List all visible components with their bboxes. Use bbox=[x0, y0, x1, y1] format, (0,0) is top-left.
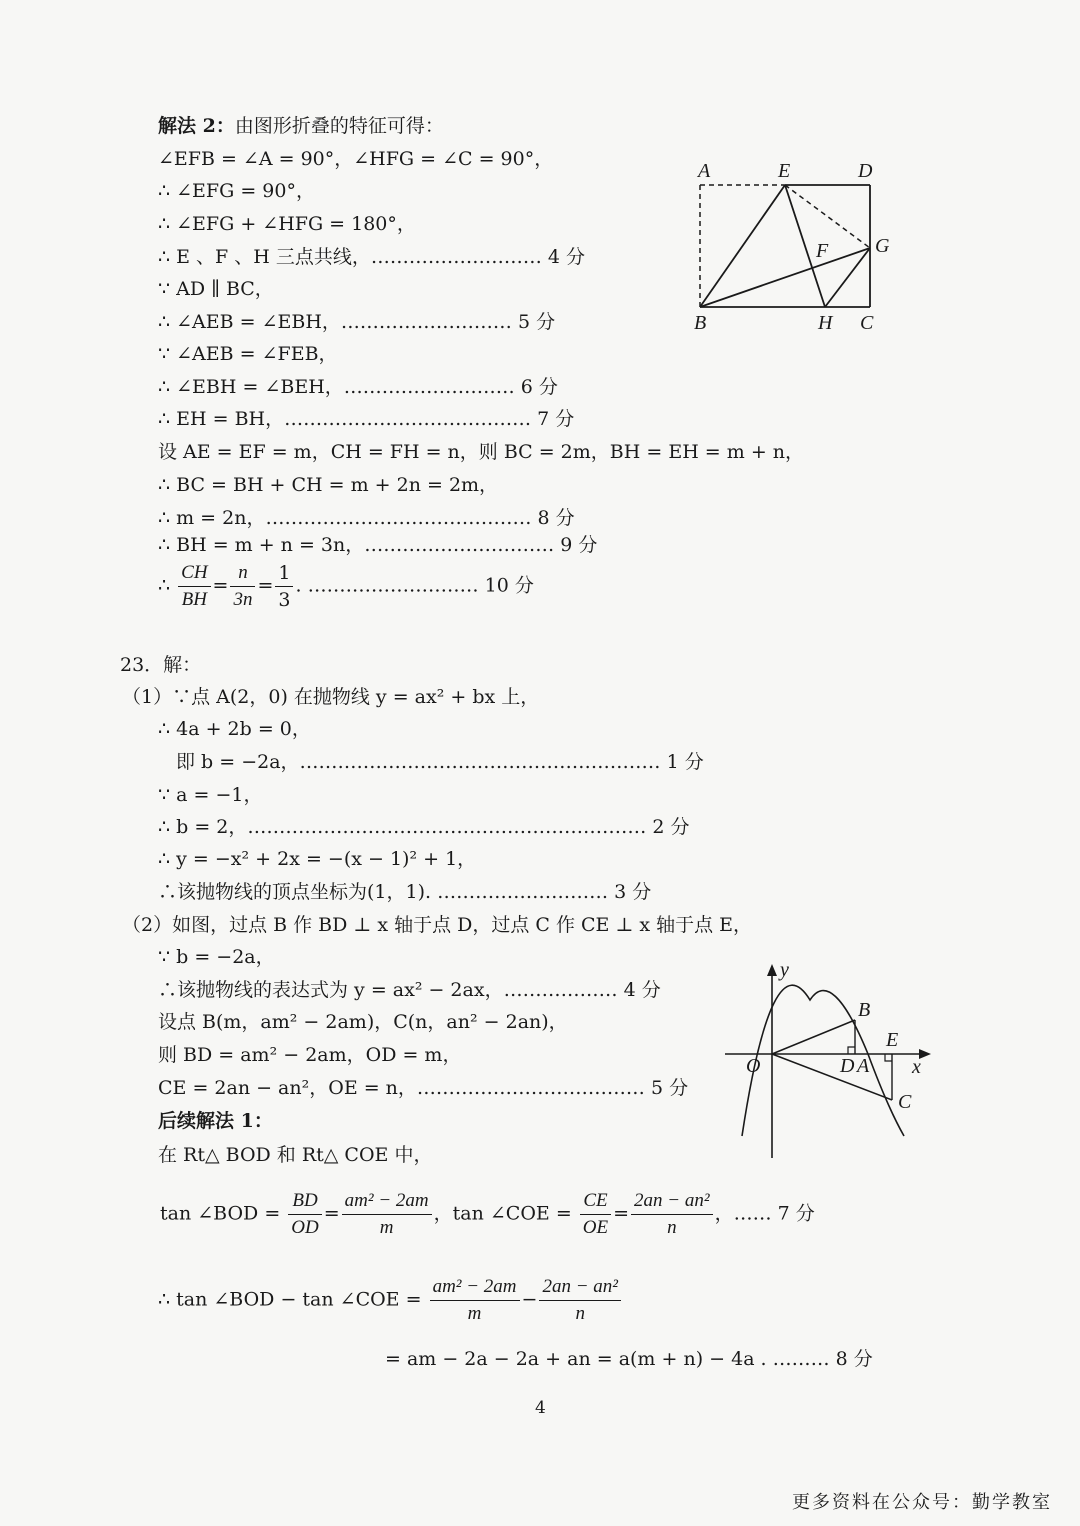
tan-line bbox=[160, 1188, 815, 1241]
footer-watermark: 更多资料在公众号：勤学教室 bbox=[792, 1492, 1052, 1513]
solution-line: ∵ b = −2a， bbox=[158, 946, 275, 968]
tan-bod-label: tan ∠BOD = bbox=[160, 1202, 281, 1225]
label-h: H bbox=[818, 312, 833, 334]
denominator: n bbox=[575, 1303, 585, 1324]
difference-line bbox=[158, 1274, 623, 1327]
numerator: CE bbox=[580, 1188, 611, 1215]
label-g: G bbox=[875, 235, 890, 257]
denominator: 3 bbox=[278, 589, 291, 611]
equals: = bbox=[613, 1202, 630, 1225]
result-line: = am − 2a − 2a + an = a(m + n) − 4a . ……… 8 分 bbox=[385, 1348, 873, 1370]
label-x: x bbox=[912, 1056, 921, 1078]
denominator: OD bbox=[291, 1217, 319, 1238]
fraction bbox=[288, 1188, 321, 1241]
heading-label: 解法 2： bbox=[158, 115, 235, 137]
proof-line: ∴ ∠EFG = 90°， bbox=[158, 180, 315, 202]
denominator: n bbox=[667, 1217, 677, 1238]
proof-line: ∴ ∠EFG + ∠HFG = 180°， bbox=[158, 213, 416, 235]
numerator: 1 bbox=[275, 560, 293, 587]
tan-tail: ，…… 7 分 bbox=[714, 1202, 815, 1225]
minus: − bbox=[521, 1288, 538, 1311]
right-angle-e-icon bbox=[885, 1054, 892, 1061]
label-y: y bbox=[780, 959, 789, 981]
tan-coe-label: ，tan ∠COE = bbox=[433, 1202, 572, 1225]
subheading: 后续解法 1： bbox=[158, 1110, 273, 1132]
denominator: OE bbox=[582, 1217, 609, 1238]
numerator: 2an − an² bbox=[539, 1274, 621, 1301]
solution-line: 设点 B(m，am² − 2am)，C(n，an² − 2an)， bbox=[158, 1011, 568, 1033]
numerator: am² − 2am bbox=[430, 1274, 520, 1301]
denominator: BH bbox=[181, 589, 207, 610]
fraction bbox=[631, 1188, 713, 1241]
numerator: 2an − an² bbox=[631, 1188, 713, 1215]
proof-line: ∴ BH = m + n = 3n，………………………… 9 分 bbox=[158, 534, 598, 556]
numerator: CH bbox=[178, 560, 210, 587]
solution-line: （1）∵点 A(2，0) 在抛物线 y = ax² + bx 上， bbox=[122, 686, 540, 708]
label-e: E bbox=[778, 160, 791, 182]
solution-line: ∴该抛物线的表达式为 y = ax² − 2ax，……………… 4 分 bbox=[158, 979, 661, 1001]
final-suffix: . ……………………… 10 分 bbox=[295, 574, 534, 597]
right-angle-d-icon bbox=[848, 1047, 855, 1054]
equals: = bbox=[323, 1202, 340, 1225]
solution-line: 即 b = −2a，………………………………………………… 1 分 bbox=[176, 751, 704, 773]
proof-line: ∵ AD ∥ BC， bbox=[158, 278, 274, 300]
label-d: D bbox=[840, 1055, 855, 1077]
heading-text: 由图形折叠的特征可得： bbox=[234, 115, 444, 137]
parabola-curve bbox=[742, 985, 904, 1136]
label-c: C bbox=[860, 312, 874, 334]
solution-line: ∴该抛物线的顶点坐标为(1，1). ……………………… 3 分 bbox=[158, 881, 652, 903]
label-d: D bbox=[858, 160, 873, 182]
solution-line: 则 BD = am² − 2am，OD = m， bbox=[158, 1044, 462, 1066]
therefore-symbol: ∴ bbox=[158, 574, 171, 597]
segment-hg bbox=[825, 248, 870, 307]
label-f: F bbox=[816, 240, 829, 262]
denominator: 3n bbox=[233, 589, 253, 610]
y-axis-arrow-icon bbox=[767, 964, 777, 976]
question-title: 23．解： bbox=[120, 654, 202, 676]
proof-line: 设 AE = EF = m，CH = FH = n，则 BC = 2m，BH = EH = m + n， bbox=[158, 441, 805, 463]
page-number: 4 bbox=[535, 1398, 546, 1418]
proof-line: ∴ EH = BH，………………………………… 7 分 bbox=[158, 408, 575, 430]
label-a: A bbox=[698, 160, 711, 182]
proof-line: ∴ E 、F 、H 三点共线，……………………… 4 分 bbox=[158, 246, 586, 268]
figure-parabola bbox=[720, 958, 940, 1163]
fraction bbox=[342, 1188, 432, 1241]
solution-line: ∵ a = −1， bbox=[158, 784, 263, 806]
solution-heading bbox=[158, 113, 444, 139]
fraction bbox=[580, 1188, 611, 1241]
proof-line: ∴ m = 2n，…………………………………… 8 分 bbox=[158, 507, 575, 529]
segment-eg bbox=[785, 185, 870, 248]
segment-eb bbox=[700, 185, 785, 307]
label-c: C bbox=[898, 1091, 912, 1113]
fraction bbox=[230, 560, 255, 613]
segment-bg bbox=[700, 248, 870, 307]
numerator: am² − 2am bbox=[342, 1188, 432, 1215]
label-a: A bbox=[857, 1055, 870, 1077]
solution-line: ∴ b = 2，……………………………………………………… 2 分 bbox=[158, 816, 690, 838]
denominator: m bbox=[467, 1303, 482, 1324]
solution-line: ∴ 4a + 2b = 0， bbox=[158, 718, 311, 740]
difference-prefix: ∴ tan ∠BOD − tan ∠COE = bbox=[158, 1288, 422, 1311]
rt-triangle-line: 在 Rt△ BOD 和 Rt△ COE 中， bbox=[158, 1144, 433, 1166]
proof-line: ∴ ∠AEB = ∠EBH，……………………… 5 分 bbox=[158, 311, 556, 333]
proof-line: ∵ ∠AEB = ∠FEB， bbox=[158, 343, 338, 365]
label-b: B bbox=[858, 999, 871, 1021]
fraction bbox=[539, 1274, 621, 1327]
proof-line: ∴ ∠EBH = ∠BEH，……………………… 6 分 bbox=[158, 376, 558, 398]
segment-oc bbox=[772, 1054, 892, 1100]
solution-line: ∴ y = −x² + 2x = −(x − 1)² + 1， bbox=[158, 848, 477, 870]
numerator: BD bbox=[288, 1188, 321, 1215]
label-b: B bbox=[694, 312, 707, 334]
proof-line: ∠EFB = ∠A = 90°，∠HFG = ∠C = 90°， bbox=[158, 148, 554, 170]
numerator: n bbox=[230, 560, 255, 587]
fraction bbox=[275, 560, 293, 613]
figure-folded-rectangle bbox=[690, 155, 900, 340]
segment-ob bbox=[772, 1020, 855, 1054]
fraction bbox=[178, 560, 210, 613]
fraction bbox=[430, 1274, 520, 1327]
label-e: E bbox=[886, 1029, 899, 1051]
final-ratio-line: ∴ $\frac{CH}{BH}$ = $\frac{n}{3n}$ = $\frac{1}{3}$ . ……………………… 10 分 bbox=[158, 562, 534, 611]
solution-line: （2）如图，过点 B 作 BD ⊥ x 轴于点 D，过点 C 作 CE ⊥ x 轴于点 E， bbox=[122, 914, 753, 936]
proof-line: ∴ BC = BH + CH = m + 2n = 2m， bbox=[158, 474, 499, 496]
denominator: m bbox=[379, 1217, 394, 1238]
solution-line: CE = 2an − an²，OE = n，……………………………… 5 分 bbox=[158, 1077, 689, 1099]
label-o: O bbox=[746, 1055, 761, 1077]
